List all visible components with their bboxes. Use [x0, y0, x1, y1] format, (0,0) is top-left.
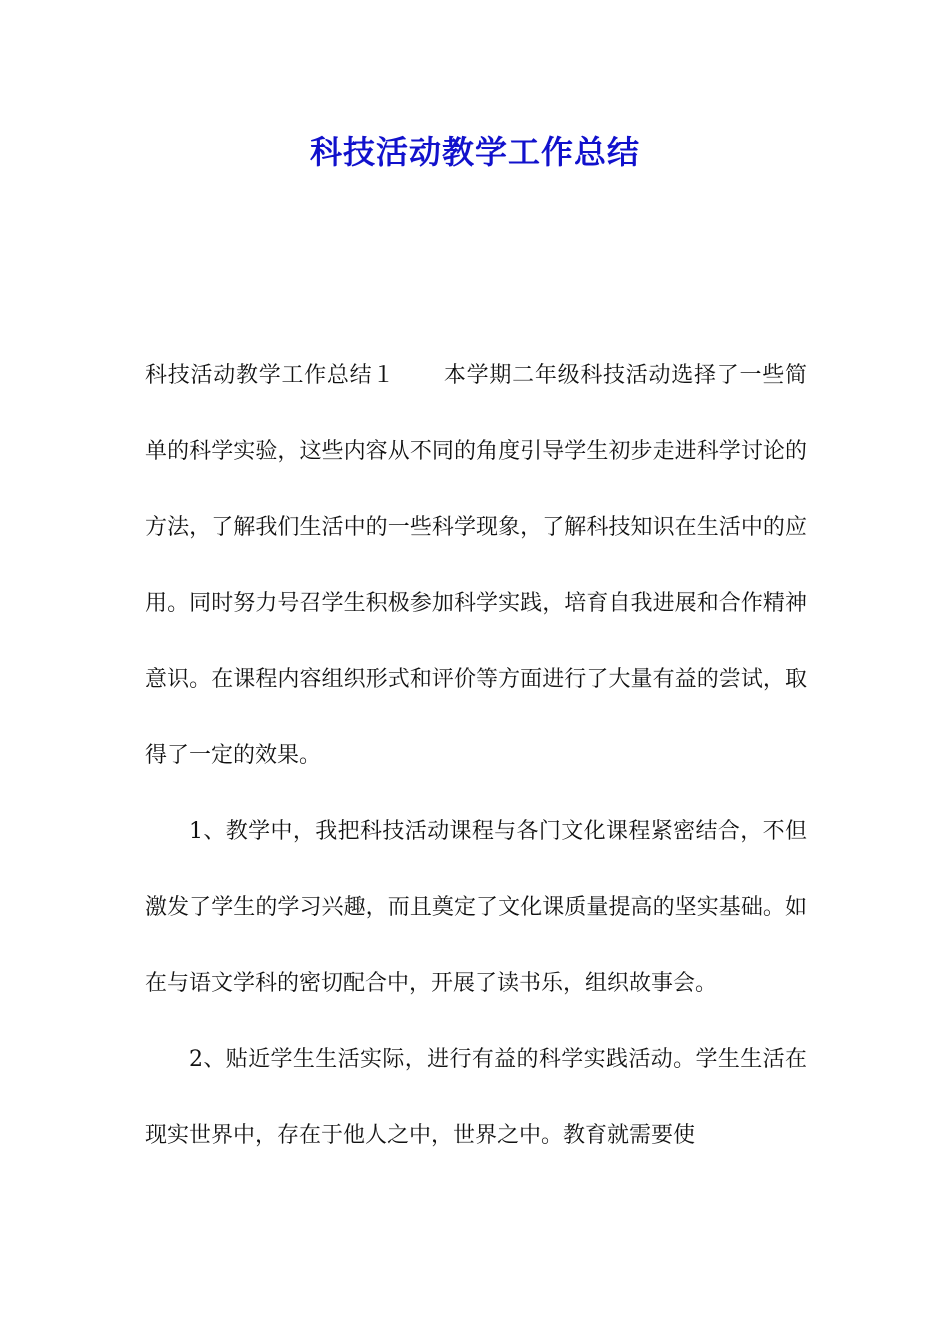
- paragraph-1-lead: 科技活动教学工作总结１: [145, 363, 396, 388]
- paragraph-1-text: 本学期二年级科技活动选择了一些简单的科学实验，这些内容从不同的角度引导学生初步走进科学讨论的方法，了解我们生活中的一些科学现象，了解科技知识在生活中的应用。同时努力号召学生积极参加科学实践，培育自我进展和合作精神意识。在课程内容组织形式和评价等方面进行了大量有益的尝试，取得了一定的效果。: [145, 363, 807, 768]
- paragraph-2: 1、教学中，我把科技活动课程与各门文化课程紧密结合，不但激发了学生的学习兴趣，而且奠定了文化课质量提高的坚实基础。如在与语文学科的密切配合中，开展了读书乐，组织故事会。: [145, 819, 807, 996]
- paragraph-1: [145, 338, 807, 794]
- document-title: 科技活动教学工作总结: [309, 133, 640, 171]
- document-body: [145, 338, 807, 1174]
- paragraph-3: 2、贴近学生生活实际，进行有益的科学实践活动。学生生活在现实世界中，存在于他人之中，世界之中。教育就需要使: [145, 1047, 807, 1148]
